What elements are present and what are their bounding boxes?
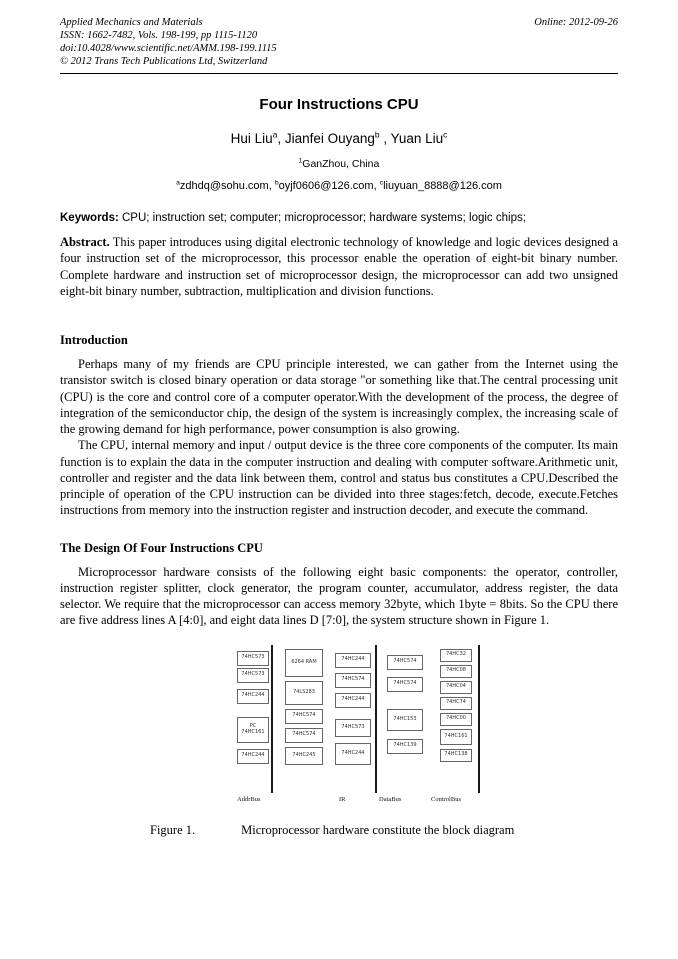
online-date: Online: 2012-09-26 [534, 17, 618, 28]
chip-block: 74HC244 [237, 749, 269, 764]
chip-block: 74HC573 [335, 719, 371, 737]
journal-issn-line: ISSN: 1662-7482, Vols. 198-199, pp 1115-1120 [60, 30, 258, 41]
keywords-line [60, 212, 618, 224]
figure-canvas [235, 645, 487, 809]
bus-line [478, 645, 480, 793]
bus-label: DataBus [379, 795, 402, 803]
chip-block: 6264 RAM [285, 649, 323, 677]
email-1: zdhdq@sohu.com, [179, 180, 275, 192]
chip-block: 74HC244 [335, 653, 371, 668]
email-sup-1: a [176, 179, 180, 187]
chip-block: 74HC74 [440, 697, 472, 710]
journal-copyright-line: © 2012 Trans Tech Publications Ltd, Switzerland [60, 56, 268, 67]
chip-block: 74HC574 [285, 709, 323, 724]
chip-block: 74HC574 [335, 673, 371, 688]
chip-block: 74HC574 [285, 728, 323, 743]
emails-line [60, 180, 618, 192]
author-sep-1: , [277, 131, 285, 146]
chip-block: 74HC04 [440, 681, 472, 694]
affiliation-sup: 1 [298, 157, 303, 165]
keywords-label: Keywords: [60, 212, 119, 224]
abstract-paragraph [60, 234, 618, 299]
chip-block: 74HC573 [237, 651, 269, 666]
design-paragraph-1: Microprocessor hardware consists of the following eight basic components: the operator, controller, instruction register splitter, clock generator, the program counter, accumulator, address register, the data selector. We require that the microprocessor can access memory 32byte, which 1byte = 8bits. So the CPU there are five address lines A [4:0], and eight data lines D [7:0], the system structure shown in Figure 1. [60, 564, 618, 628]
section-heading-design: The Design Of Four Instructions CPU [60, 540, 263, 555]
bus-line [271, 645, 273, 793]
author-sep-2: , [379, 131, 391, 146]
author-sup-2: b [374, 129, 380, 140]
abstract-label: Abstract. [60, 235, 110, 249]
chip-block: 74HC139 [387, 739, 423, 754]
email-3: liuyuan_8888@126.com [383, 180, 502, 192]
abstract-text: This paper introduces using digital electronic technology of knowledge and logic devices designed a four instruction set of the microprocessor, this processor enable the operation of eight-bit binary number. Complete hardware and instruction set of microprocessor design, the microprocessor can add two unsigned eight-bit binary number, subtraction, multiplication and division functions. [60, 235, 618, 298]
figure-caption-text: Microprocessor hardware constitute the block diagram [241, 822, 515, 837]
chip-block: 74HC245 [285, 747, 323, 765]
chip-block: 74LS283 [285, 681, 323, 705]
chip-block: 74HC08 [440, 665, 472, 678]
journal-header [60, 16, 618, 68]
chip-block: PC 74HC161 [237, 717, 269, 743]
bus-line [375, 645, 377, 793]
chip-block: 74HC138 [440, 749, 472, 762]
figure-caption [150, 823, 618, 838]
bus-label: AddrBus [237, 795, 261, 803]
email-2: oyjf0606@126.com, [278, 180, 380, 192]
journal-name: Applied Mechanics and Materials [60, 17, 203, 28]
journal-doi-line: doi:10.4028/www.scientific.net/AMM.198-199.1115 [60, 43, 277, 54]
chip-block: 74HC574 [387, 677, 423, 692]
bus-label: IR [339, 795, 346, 803]
journal-header-left [60, 16, 277, 68]
authors-line [60, 131, 618, 146]
chip-block: 74HC153 [387, 709, 423, 731]
chip-block: 74HC244 [335, 743, 371, 765]
chip-block: 74HC244 [237, 689, 269, 704]
chip-block: 74HC32 [440, 649, 472, 662]
keywords-text: CPU; instruction set; computer; microprocessor; hardware systems; logic chips; [118, 212, 526, 224]
email-sup-3: c [379, 179, 384, 187]
bus-label: ControlBus [431, 795, 461, 803]
intro-paragraph-1: Perhaps many of my friends are CPU principle interested, we can gather from the Internet using the transistor switch is closed binary operation or data storage "or something like that.The central processing unit (CPU) is the core and control core of a computer operator.With the development of the process, the degree of integration of the semiconductor chip, the design of the system is increasingly complex, the increasing scale of the growing demand for high performance, power consumption is also growing. [60, 357, 618, 436]
intro-paragraph-2: The CPU, internal memory and input / output device is the three core components of the computer. Its main function is to explain the data in the computer instruction and dealing with computer software.Arithmetic unit, controller and register and the data link between them, control and status bus constitutes a CPU.Described the principle of operation of the CPU instruction can be divided into three stages:fetch, decode, execute.Fetches instructions from memory into the instruction register and instruction decoder, and execute the command. [60, 438, 618, 518]
affiliation-text: GanZhou, China [302, 158, 380, 170]
email-sup-2: b [274, 179, 279, 187]
chip-block: 74HC574 [387, 655, 423, 670]
figure-caption-label: Figure 1. [150, 822, 196, 837]
author-name-3: Yuan Liu [390, 131, 444, 146]
affiliation-line [60, 158, 618, 170]
chip-block: 74HC573 [237, 668, 269, 683]
author-name-1: Hui Liu [230, 131, 273, 146]
header-rule [60, 73, 618, 74]
author-sup-1: a [272, 129, 278, 140]
author-sup-3: c [443, 129, 448, 140]
chip-block: 74HC244 [335, 693, 371, 708]
author-name-2: Jianfei Ouyang [284, 131, 375, 146]
chip-block: 74HC00 [440, 713, 472, 726]
chip-block: 74HC161 [440, 729, 472, 745]
section-heading-introduction: Introduction [60, 333, 128, 347]
paper-title: Four Instructions CPU [259, 96, 419, 113]
